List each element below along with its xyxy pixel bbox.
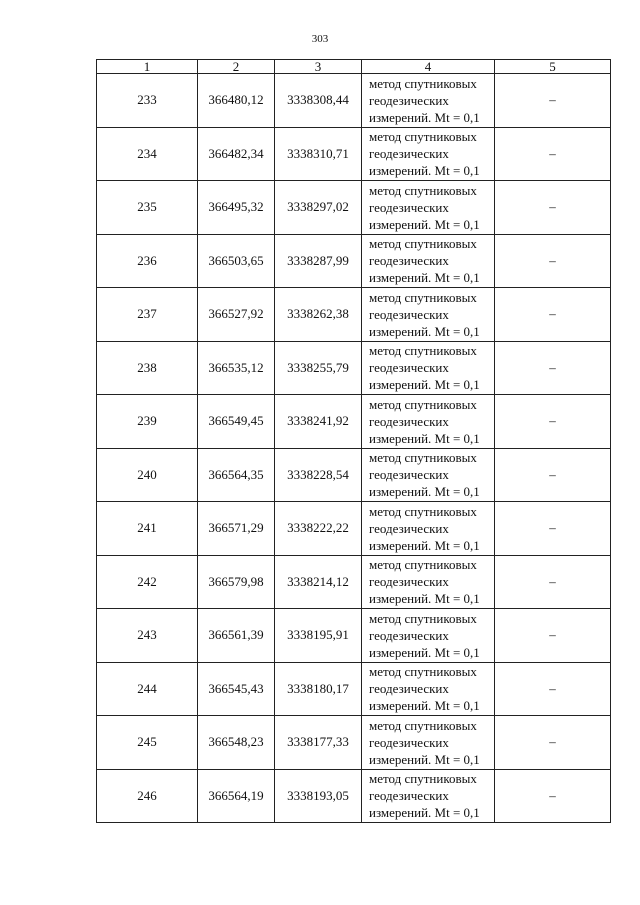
method-line-2: геодезических <box>369 520 449 536</box>
method-line-1: метод спутниковых <box>369 236 477 252</box>
y-coordinate-cell: 3338180,17 <box>275 662 362 716</box>
notes-cell: – <box>495 395 611 449</box>
method-line-3: измерений. Mt = 0,1 <box>369 323 480 339</box>
notes-cell: – <box>495 555 611 609</box>
method-line-1: метод спутниковых <box>369 450 477 466</box>
method-cell <box>362 769 495 823</box>
method-cell <box>362 288 495 342</box>
method-line-1: метод спутниковых <box>369 771 477 787</box>
y-coordinate-cell: 3338222,22 <box>275 502 362 556</box>
table-row <box>97 662 611 716</box>
method-line-3: измерений. Mt = 0,1 <box>369 377 480 393</box>
notes-cell: – <box>495 502 611 556</box>
notes-cell: – <box>495 74 611 128</box>
point-number-cell: 244 <box>97 662 198 716</box>
method-line-3: измерений. Mt = 0,1 <box>369 537 480 553</box>
coordinates-table <box>96 59 611 823</box>
method-cell <box>362 555 495 609</box>
y-coordinate-cell: 3338297,02 <box>275 181 362 235</box>
method-line-1: метод спутниковых <box>369 664 477 680</box>
method-line-2: геодезических <box>369 306 449 322</box>
y-coordinate-cell: 3338287,99 <box>275 234 362 288</box>
table-row <box>97 502 611 556</box>
method-line-2: геодезических <box>369 199 449 215</box>
method-line-3: измерений. Mt = 0,1 <box>369 698 480 714</box>
method-line-3: измерений. Mt = 0,1 <box>369 163 480 179</box>
method-line-3: измерений. Mt = 0,1 <box>369 591 480 607</box>
method-line-3: измерений. Mt = 0,1 <box>369 484 480 500</box>
method-line-1: метод спутниковых <box>369 610 477 626</box>
x-coordinate-cell: 366535,12 <box>198 341 275 395</box>
method-line-2: геодезических <box>369 627 449 643</box>
y-coordinate-cell: 3338195,91 <box>275 609 362 663</box>
x-coordinate-cell: 366503,65 <box>198 234 275 288</box>
method-line-3: измерений. Mt = 0,1 <box>369 805 480 821</box>
column-header-5: 5 <box>495 60 611 74</box>
y-coordinate-cell: 3338308,44 <box>275 74 362 128</box>
table-row <box>97 448 611 502</box>
notes-cell: – <box>495 341 611 395</box>
table-row <box>97 234 611 288</box>
point-number-cell: 236 <box>97 234 198 288</box>
method-cell <box>362 181 495 235</box>
method-line-3: измерений. Mt = 0,1 <box>369 751 480 767</box>
table-row <box>97 395 611 449</box>
point-number-cell: 241 <box>97 502 198 556</box>
notes-cell: – <box>495 288 611 342</box>
column-header-4: 4 <box>362 60 495 74</box>
point-number-cell: 235 <box>97 181 198 235</box>
method-line-3: измерений. Mt = 0,1 <box>369 644 480 660</box>
method-line-1: метод спутниковых <box>369 343 477 359</box>
method-line-2: геодезических <box>369 146 449 162</box>
x-coordinate-cell: 366548,23 <box>198 716 275 770</box>
table-header-row <box>97 60 611 74</box>
point-number-cell: 233 <box>97 74 198 128</box>
x-coordinate-cell: 366495,32 <box>198 181 275 235</box>
column-header-3: 3 <box>275 60 362 74</box>
notes-cell: – <box>495 716 611 770</box>
method-line-2: геодезических <box>369 92 449 108</box>
column-header-2: 2 <box>198 60 275 74</box>
table-row <box>97 74 611 128</box>
method-line-1: метод спутниковых <box>369 503 477 519</box>
method-cell <box>362 502 495 556</box>
notes-cell: – <box>495 662 611 716</box>
x-coordinate-cell: 366564,35 <box>198 448 275 502</box>
method-cell <box>362 662 495 716</box>
method-line-1: метод спутниковых <box>369 129 477 145</box>
notes-cell: – <box>495 234 611 288</box>
table-row <box>97 288 611 342</box>
y-coordinate-cell: 3338255,79 <box>275 341 362 395</box>
x-coordinate-cell: 366549,45 <box>198 395 275 449</box>
table-row <box>97 609 611 663</box>
column-header-1: 1 <box>97 60 198 74</box>
x-coordinate-cell: 366527,92 <box>198 288 275 342</box>
notes-cell: – <box>495 609 611 663</box>
y-coordinate-cell: 3338193,05 <box>275 769 362 823</box>
point-number-cell: 245 <box>97 716 198 770</box>
point-number-cell: 234 <box>97 127 198 181</box>
point-number-cell: 242 <box>97 555 198 609</box>
method-cell <box>362 234 495 288</box>
x-coordinate-cell: 366571,29 <box>198 502 275 556</box>
method-line-1: метод спутниковых <box>369 75 477 91</box>
method-cell <box>362 609 495 663</box>
notes-cell: – <box>495 181 611 235</box>
method-line-2: геодезических <box>369 681 449 697</box>
y-coordinate-cell: 3338214,12 <box>275 555 362 609</box>
method-line-2: геодезических <box>369 413 449 429</box>
method-line-2: геодезических <box>369 734 449 750</box>
point-number-cell: 237 <box>97 288 198 342</box>
table-row <box>97 716 611 770</box>
x-coordinate-cell: 366579,98 <box>198 555 275 609</box>
method-line-2: геодезических <box>369 467 449 483</box>
notes-cell: – <box>495 769 611 823</box>
method-line-1: метод спутниковых <box>369 396 477 412</box>
method-line-3: измерений. Mt = 0,1 <box>369 430 480 446</box>
point-number-cell: 238 <box>97 341 198 395</box>
method-cell <box>362 448 495 502</box>
x-coordinate-cell: 366545,43 <box>198 662 275 716</box>
method-cell <box>362 341 495 395</box>
table-row <box>97 341 611 395</box>
point-number-cell: 239 <box>97 395 198 449</box>
method-line-3: измерений. Mt = 0,1 <box>369 270 480 286</box>
notes-cell: – <box>495 448 611 502</box>
page-number: 303 <box>311 33 329 45</box>
method-line-3: измерений. Mt = 0,1 <box>369 109 480 125</box>
method-line-1: метод спутниковых <box>369 717 477 733</box>
y-coordinate-cell: 3338262,38 <box>275 288 362 342</box>
table-row <box>97 181 611 235</box>
method-cell <box>362 127 495 181</box>
table-row <box>97 127 611 181</box>
method-line-3: измерений. Mt = 0,1 <box>369 216 480 232</box>
method-line-1: метод спутниковых <box>369 289 477 305</box>
method-cell <box>362 716 495 770</box>
y-coordinate-cell: 3338228,54 <box>275 448 362 502</box>
y-coordinate-cell: 3338177,33 <box>275 716 362 770</box>
x-coordinate-cell: 366482,34 <box>198 127 275 181</box>
method-line-1: метод спутниковых <box>369 182 477 198</box>
x-coordinate-cell: 366561,39 <box>198 609 275 663</box>
point-number-cell: 246 <box>97 769 198 823</box>
y-coordinate-cell: 3338310,71 <box>275 127 362 181</box>
method-cell <box>362 395 495 449</box>
point-number-cell: 240 <box>97 448 198 502</box>
point-number-cell: 243 <box>97 609 198 663</box>
notes-cell: – <box>495 127 611 181</box>
method-line-1: метод спутниковых <box>369 557 477 573</box>
x-coordinate-cell: 366480,12 <box>198 74 275 128</box>
table-row <box>97 769 611 823</box>
method-cell <box>362 74 495 128</box>
method-line-2: геодезических <box>369 788 449 804</box>
y-coordinate-cell: 3338241,92 <box>275 395 362 449</box>
method-line-2: геодезических <box>369 574 449 590</box>
x-coordinate-cell: 366564,19 <box>198 769 275 823</box>
method-line-2: геодезических <box>369 360 449 376</box>
method-line-2: геодезических <box>369 253 449 269</box>
table-row <box>97 555 611 609</box>
